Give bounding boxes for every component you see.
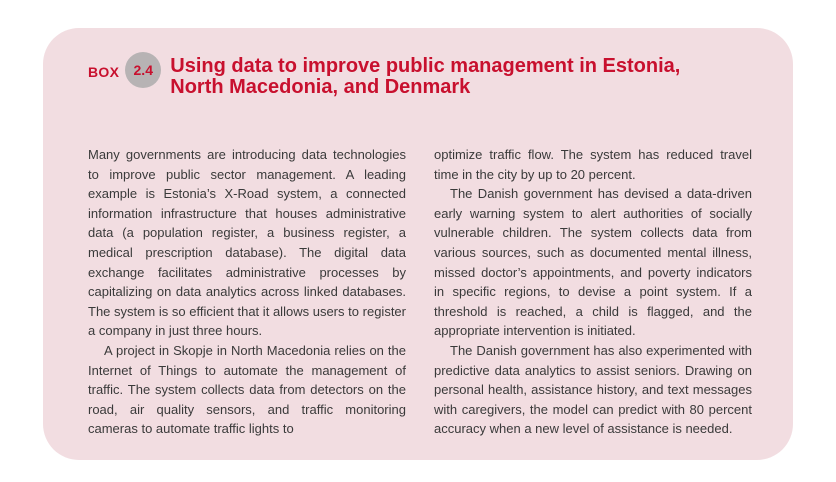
box-number-badge: 2.4 (125, 52, 161, 88)
box-label: BOX (88, 64, 120, 80)
paragraph-denmark-children: The Danish government has devised a data-driven early warning system to alert authorities of socially vulnerable children. The system collects data from various sources, such as documented mental illness, missed doctor’s appointments, and poverty indicators in specific regions, to devise a point system. If a threshold is reached, a child is flagged, and the appropriate intervention is initiated. (434, 186, 752, 339)
paragraph-denmark-seniors: The Danish government has also experimented with predictive data analytics to assist seniors. Drawing on personal health, assistance history, and text messages with caregivers, the model can predict with 80 percent accuracy when a new level of assistance is needed. (434, 342, 752, 437)
paragraph-skopje-continued: optimize traffic flow. The system has reduced travel time in the city by up to 20 percent. (434, 147, 752, 182)
left-column (88, 145, 406, 439)
paragraph-estonia: Many governments are introducing data technologies to improve public sector management. A leading example is Estonia’s X-Road system, a connected information infrastructure that houses administrative data (a population register, a business register, a medical prescription database). The digital data exchange facilitates administrative processes by capitalizing on data analytics across linked databases. The system is so efficient that it allows users to register a company in just three hours. (88, 147, 406, 339)
paragraph-skopje: A project in Skopje in North Macedonia relies on the Internet of Things to automate the management of traffic. The system collects data from detectors on the road, air quality sensors, and traffic monitoring cameras to automate traffic lights to (88, 342, 406, 437)
box-title: Using data to improve public management in Estonia, North Macedonia, and Denmark (170, 55, 681, 98)
box-header (88, 50, 730, 98)
right-column (434, 145, 752, 439)
box-panel (43, 28, 793, 460)
